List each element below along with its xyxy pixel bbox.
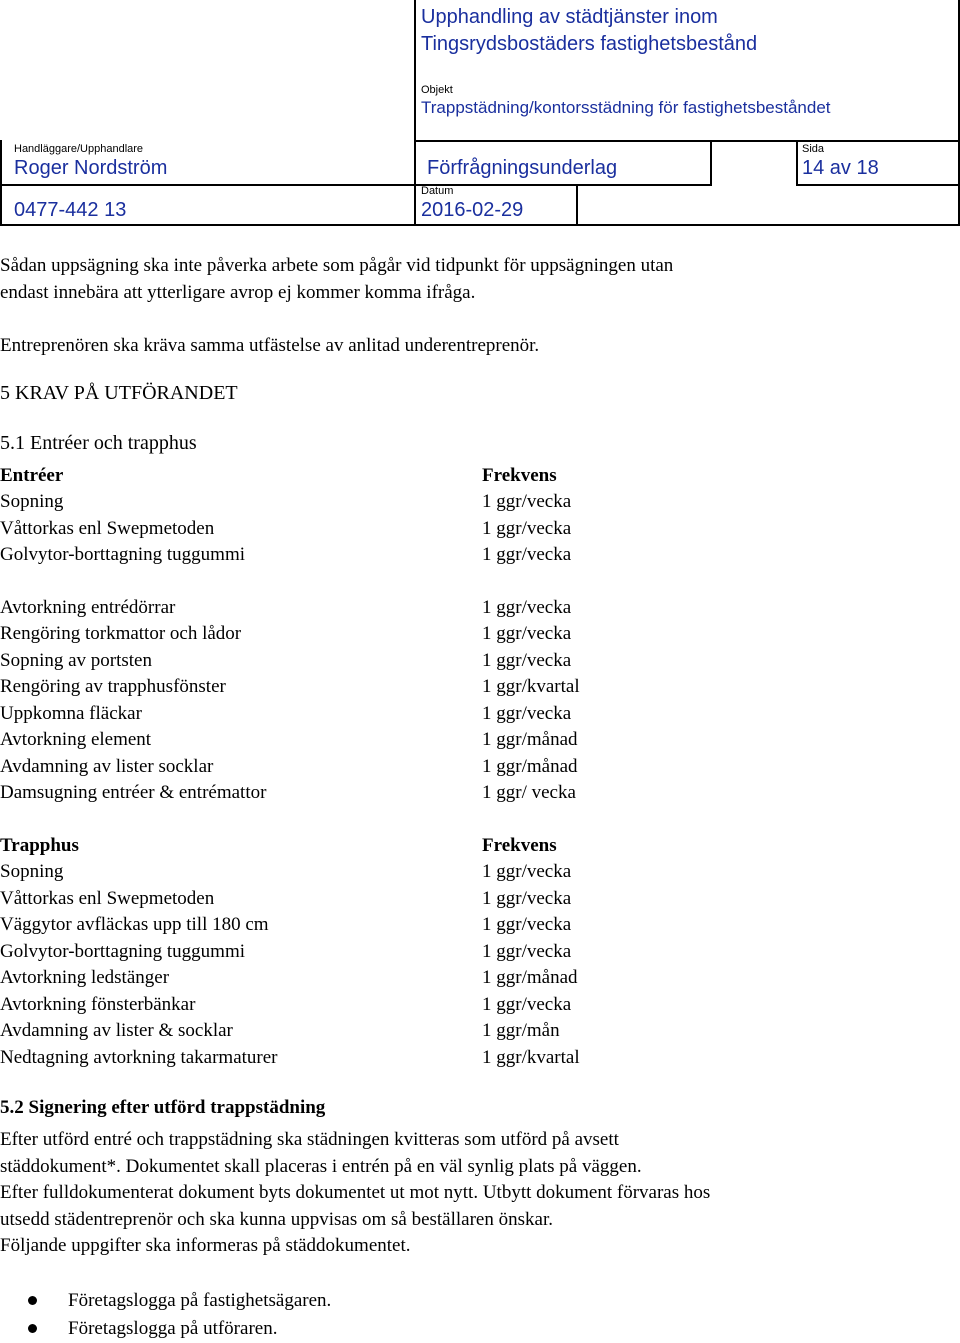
table-row xyxy=(0,516,960,542)
frequency-cell: 1 ggr/vecka xyxy=(482,491,572,512)
frequency-cell: 1 ggr/månad xyxy=(482,967,578,988)
title-line-1: Upphandling av städtjänster inom xyxy=(421,6,718,28)
object-label: Objekt xyxy=(421,84,453,96)
task-cell: Avdamning av lister socklar xyxy=(0,756,214,777)
document-header xyxy=(0,0,960,226)
section-5-1-heading: 5.1 Entréer och trapphus xyxy=(0,432,197,454)
frequency-cell: 1 ggr/vecka xyxy=(482,994,572,1015)
frequency-cell: 1 ggr/vecka xyxy=(482,941,572,962)
table-row xyxy=(0,939,960,965)
table-row xyxy=(0,595,960,621)
task-cell: Golvytor-borttagning tuggummi xyxy=(0,544,246,565)
trapphus-header-row xyxy=(0,833,960,859)
frequency-cell: 1 ggr/kvartal xyxy=(482,676,580,697)
frequency-cell: 1 ggr/vecka xyxy=(482,623,572,644)
intro-line-2: endast innebära att ytterligare avrop ej kommer komma ifråga. xyxy=(0,282,476,303)
bullet-dot xyxy=(28,1296,37,1305)
section-5-2-line: Följande uppgifter ska informeras på städdokumentet. xyxy=(0,1235,411,1256)
section-5-2-line: Efter utförd entré och trappstädning ska städningen kvitteras som utförd på avsett xyxy=(0,1129,619,1150)
task-cell: Golvytor-borttagning tuggummi xyxy=(0,941,246,962)
task-cell: Avtorkning entrédörrar xyxy=(0,597,176,618)
section-5-2-line: städdokument*. Dokumentet skall placeras i entrén på en väl synlig plats på väggen. xyxy=(0,1156,642,1177)
table-row xyxy=(0,912,960,938)
frequency-cell: 1 ggr/vecka xyxy=(482,703,572,724)
frequency-cell: 1 ggr/ vecka xyxy=(482,782,576,803)
task-cell: Avtorkning element xyxy=(0,729,152,750)
task-cell: Väggytor avfläckas upp till 180 cm xyxy=(0,914,269,935)
task-cell: Våttorkas enl Swepmetoden xyxy=(0,518,215,539)
doc-type: Förfrågningsunderlag xyxy=(427,157,618,179)
frequency-cell: 1 ggr/vecka xyxy=(482,861,572,882)
frequency-cell: 1 ggr/vecka xyxy=(482,597,572,618)
entreer-col-header: Entréer xyxy=(0,465,64,486)
intro-paragraph-2: Entreprenören ska kräva samma utfästelse av anlitad underentreprenör. xyxy=(0,335,540,356)
frequency-cell: 1 ggr/mån xyxy=(482,1020,560,1041)
table-row xyxy=(0,965,960,991)
table-row xyxy=(0,1018,960,1044)
bullet-item: Företagslogga på utföraren. xyxy=(68,1318,278,1339)
table-row xyxy=(0,489,960,515)
frequency-cell: 1 ggr/månad xyxy=(482,729,578,750)
table-row xyxy=(0,992,960,1018)
table-row xyxy=(0,1045,960,1071)
task-cell: Uppkomna fläckar xyxy=(0,703,142,724)
trapphus-col-header: Trapphus xyxy=(0,835,79,856)
task-cell: Sopning xyxy=(0,491,64,512)
task-cell: Nedtagning avtorkning takarmaturer xyxy=(0,1047,278,1068)
handler-label: Handläggare/Upphandlare xyxy=(14,143,144,155)
frequency-cell: 1 ggr/vecka xyxy=(482,544,572,565)
table-row xyxy=(0,621,960,647)
date-value: 2016-02-29 xyxy=(421,199,524,221)
page-label: Sida xyxy=(802,143,825,155)
frequency-cell: 1 ggr/vecka xyxy=(482,888,572,909)
task-cell: Sopning xyxy=(0,861,64,882)
table-row xyxy=(0,701,960,727)
task-cell: Avtorkning fönsterbänkar xyxy=(0,994,196,1015)
table-row xyxy=(0,780,960,806)
frequency-cell: 1 ggr/vecka xyxy=(482,650,572,671)
task-cell: Avtorkning ledstänger xyxy=(0,967,170,988)
task-cell: Avdamning av lister & socklar xyxy=(0,1020,233,1041)
frequency-cell: 1 ggr/vecka xyxy=(482,518,572,539)
date-label: Datum xyxy=(421,185,454,197)
table-row xyxy=(0,727,960,753)
frequency-col-header: Frekvens xyxy=(482,465,557,486)
frequency-col-header: Frekvens xyxy=(482,835,557,856)
intro-line-1: Sådan uppsägning ska inte påverka arbete som pågår vid tidpunkt för uppsägningen utan xyxy=(0,255,674,276)
section-5-2-heading: 5.2 Signering efter utförd trappstädning xyxy=(0,1097,326,1118)
object-value: Trappstädning/kontorsstädning för fastighetsbeståndet xyxy=(421,98,831,117)
page-value: 14 av 18 xyxy=(802,157,879,179)
section-5-2-line: Efter fulldokumenterat dokument byts dokumentet ut mot nytt. Utbytt dokument förvaras hos xyxy=(0,1182,711,1203)
title-line-2: Tingsrydsbostäders fastighetsbestånd xyxy=(421,33,758,55)
phone-number: 0477-442 13 xyxy=(14,199,127,221)
task-cell: Sopning av portsten xyxy=(0,650,152,671)
task-cell: Rengöring av trapphusfönster xyxy=(0,676,226,697)
bullet-item: Företagslogga på fastighetsägaren. xyxy=(68,1290,332,1311)
section-5-heading: 5 KRAV PÅ UTFÖRANDET xyxy=(0,382,238,404)
table-row xyxy=(0,859,960,885)
section-5-2-line: utsedd städentreprenör och ska kunna uppvisas om så beställaren önskar. xyxy=(0,1209,553,1230)
table-row xyxy=(0,648,960,674)
bullet-dot xyxy=(28,1324,37,1333)
entreer-header-row xyxy=(0,463,960,489)
frequency-cell: 1 ggr/vecka xyxy=(482,914,572,935)
frequency-cell: 1 ggr/månad xyxy=(482,756,578,777)
task-cell: Rengöring torkmattor och lådor xyxy=(0,623,242,644)
table-row xyxy=(0,674,960,700)
task-cell: Våttorkas enl Swepmetoden xyxy=(0,888,215,909)
table-row xyxy=(0,754,960,780)
table-row xyxy=(0,542,960,568)
frequency-cell: 1 ggr/kvartal xyxy=(482,1047,580,1068)
table-row xyxy=(0,886,960,912)
phone-divider xyxy=(0,184,416,186)
task-cell: Damsugning entréer & entrémattor xyxy=(0,782,267,803)
handler-name: Roger Nordström xyxy=(14,157,168,179)
